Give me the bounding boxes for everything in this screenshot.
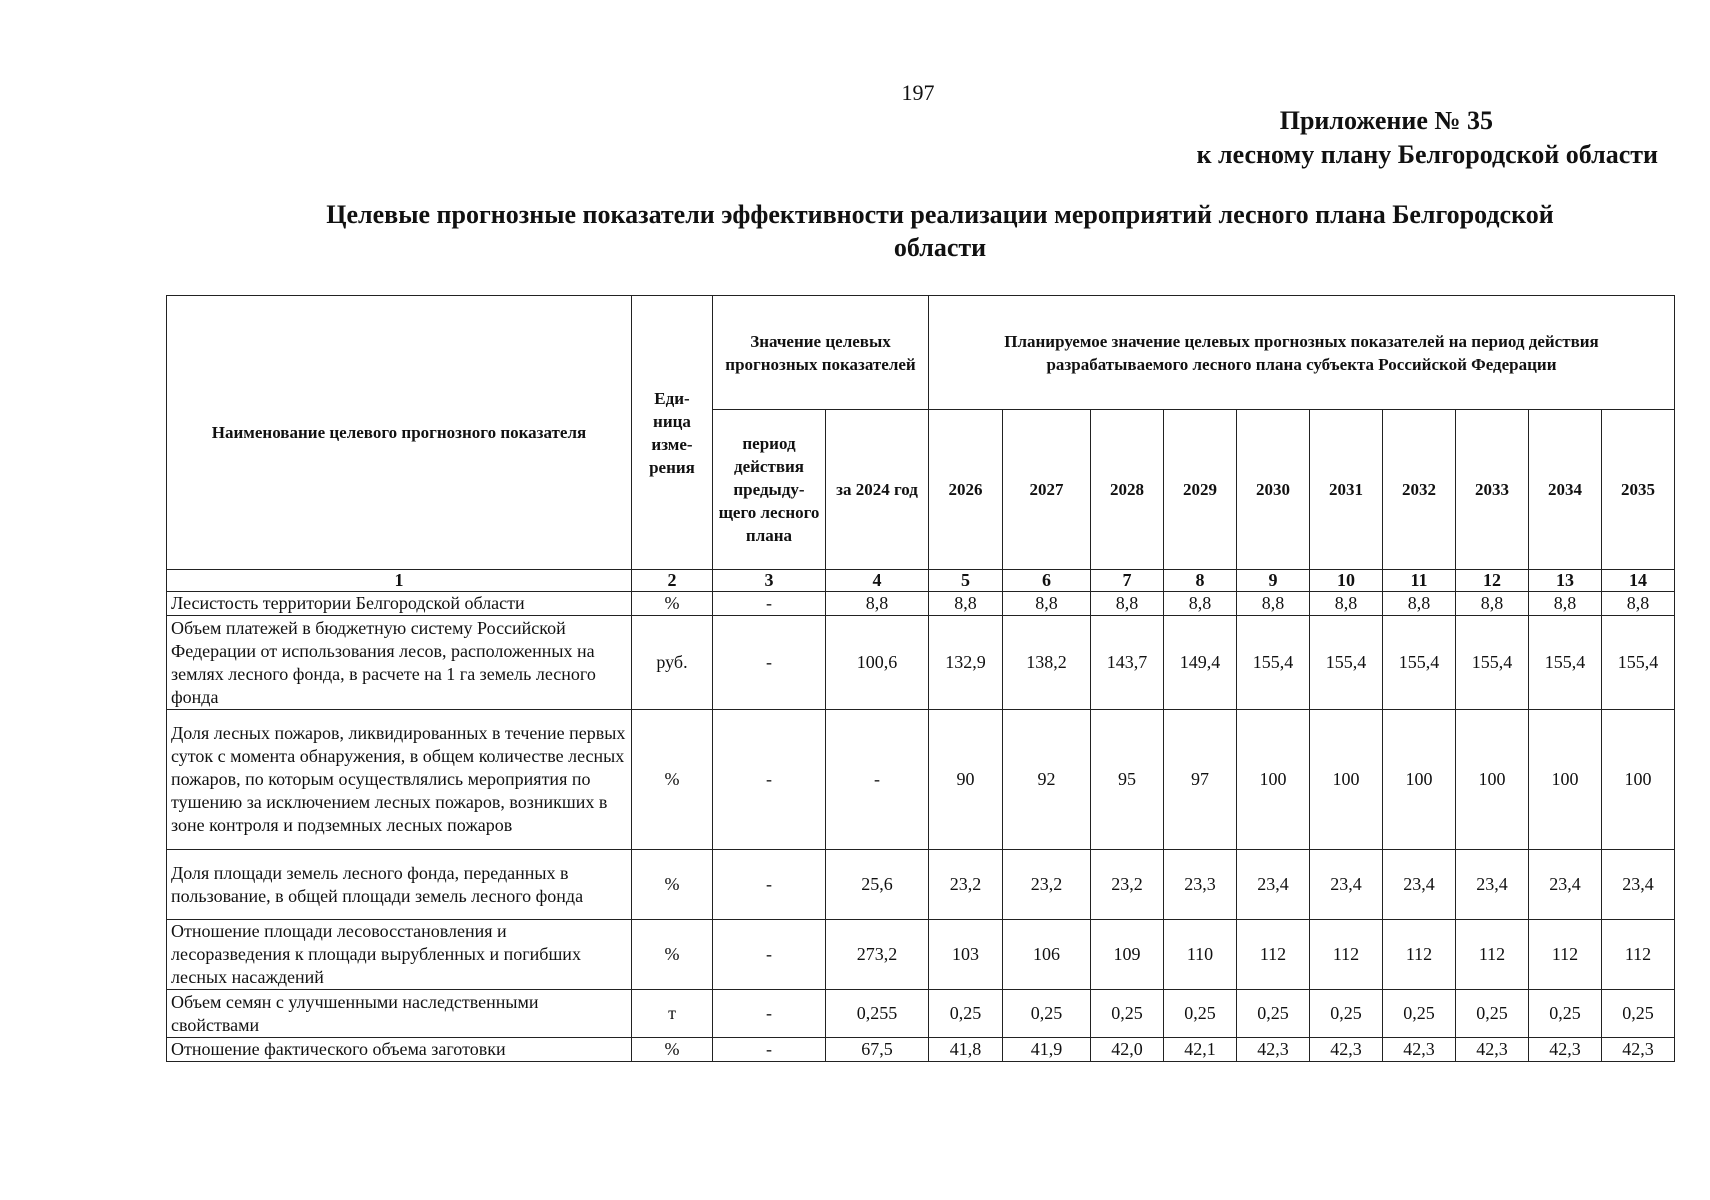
table-row <box>167 592 1675 616</box>
column-number: 8 <box>1164 570 1237 592</box>
year-value-cell: 23,4 <box>1310 850 1383 920</box>
column-number: 2 <box>632 570 713 592</box>
year-value-cell: 100 <box>1529 710 1602 850</box>
year-value-cell: 23,2 <box>929 850 1003 920</box>
previous-period-cell: - <box>713 850 826 920</box>
year-value-cell: 112 <box>1456 920 1529 990</box>
table-row <box>167 616 1675 710</box>
year-value-cell: 112 <box>1383 920 1456 990</box>
indicator-name: Доля лесных пожаров, ликвидированных в течение первых суток с момента обнаружения, в общем количестве лесных пожаров, по которым осуществлялись мероприятия по тушению за исключением лесных пожаров, возникших в зоне контроля и подземных лесных пожаров <box>167 710 632 850</box>
year-value-cell: 8,8 <box>1237 592 1310 616</box>
column-number: 14 <box>1602 570 1675 592</box>
year-value-cell: 106 <box>1003 920 1091 990</box>
table-body <box>167 570 1675 1062</box>
year-value-cell: 0,25 <box>1602 990 1675 1038</box>
unit-cell: % <box>632 710 713 850</box>
unit-cell: % <box>632 920 713 990</box>
page-number: 197 <box>901 80 935 105</box>
previous-period-cell: - <box>713 920 826 990</box>
year-2024-cell: 100,6 <box>826 616 929 710</box>
year-value-cell: 8,8 <box>1091 592 1164 616</box>
year-2024-cell: 0,255 <box>826 990 929 1038</box>
year-2024-cell: 8,8 <box>826 592 929 616</box>
year-value-cell: 42,3 <box>1237 1038 1310 1062</box>
year-value-cell: 0,25 <box>1164 990 1237 1038</box>
year-value-cell: 8,8 <box>1003 592 1091 616</box>
table-row <box>167 990 1675 1038</box>
column-number: 12 <box>1456 570 1529 592</box>
table-row <box>167 1038 1675 1062</box>
column-number: 13 <box>1529 570 1602 592</box>
header-year: 2033 <box>1456 410 1529 570</box>
year-value-cell: 23,2 <box>1091 850 1164 920</box>
header-unit: Еди-ница изме-рения <box>632 296 713 570</box>
year-value-cell: 0,25 <box>1310 990 1383 1038</box>
header-target-values: Значение целевых прогнозных показателей <box>713 296 929 410</box>
column-number: 5 <box>929 570 1003 592</box>
year-value-cell: 155,4 <box>1456 616 1529 710</box>
header-year: 2030 <box>1237 410 1310 570</box>
year-value-cell: 155,4 <box>1529 616 1602 710</box>
year-value-cell: 0,25 <box>1003 990 1091 1038</box>
table-row <box>167 920 1675 990</box>
year-value-cell: 0,25 <box>1237 990 1310 1038</box>
year-value-cell: 0,25 <box>1456 990 1529 1038</box>
document-title <box>200 198 1680 264</box>
column-number-row <box>167 570 1675 592</box>
year-value-cell: 42,1 <box>1164 1038 1237 1062</box>
year-value-cell: 92 <box>1003 710 1091 850</box>
appendix-caption <box>1197 104 1658 172</box>
header-year-2024: за 2024 год <box>826 410 929 570</box>
column-number: 3 <box>713 570 826 592</box>
year-value-cell: 100 <box>1237 710 1310 850</box>
header-year: 2032 <box>1383 410 1456 570</box>
column-number: 9 <box>1237 570 1310 592</box>
indicator-name: Лесистость территории Белгородской области <box>167 592 632 616</box>
header-year: 2028 <box>1091 410 1164 570</box>
year-value-cell: 149,4 <box>1164 616 1237 710</box>
appendix-subtitle: к лесному плану Белгородской области <box>1196 140 1658 169</box>
year-value-cell: 42,3 <box>1310 1038 1383 1062</box>
year-value-cell: 8,8 <box>1164 592 1237 616</box>
year-value-cell: 42,3 <box>1529 1038 1602 1062</box>
appendix-number: Приложение № 35 <box>1279 106 1493 135</box>
indicator-name: Отношение фактического объема заготовки <box>167 1038 632 1062</box>
year-value-cell: 112 <box>1310 920 1383 990</box>
indicator-name: Объем семян с улучшенными наследственными свойствами <box>167 990 632 1038</box>
year-value-cell: 8,8 <box>929 592 1003 616</box>
header-year: 2035 <box>1602 410 1675 570</box>
unit-cell: т <box>632 990 713 1038</box>
year-value-cell: 23,4 <box>1383 850 1456 920</box>
year-value-cell: 23,4 <box>1456 850 1529 920</box>
header-indicator-name: Наименование целевого прогнозного показателя <box>167 296 632 570</box>
header-year: 2031 <box>1310 410 1383 570</box>
header-previous-period: период действия предыду-щего лесного плана <box>713 410 826 570</box>
year-value-cell: 41,8 <box>929 1038 1003 1062</box>
previous-period-cell: - <box>713 616 826 710</box>
year-value-cell: 8,8 <box>1310 592 1383 616</box>
year-value-cell: 0,25 <box>1091 990 1164 1038</box>
document-title-line-2: области <box>893 233 987 262</box>
year-value-cell: 100 <box>1602 710 1675 850</box>
year-value-cell: 155,4 <box>1237 616 1310 710</box>
header-year: 2027 <box>1003 410 1091 570</box>
column-number: 4 <box>826 570 929 592</box>
year-2024-cell: 25,6 <box>826 850 929 920</box>
previous-period-cell: - <box>713 710 826 850</box>
year-value-cell: 95 <box>1091 710 1164 850</box>
unit-cell: руб. <box>632 616 713 710</box>
year-value-cell: 100 <box>1310 710 1383 850</box>
column-number: 7 <box>1091 570 1164 592</box>
table-row <box>167 710 1675 850</box>
year-value-cell: 8,8 <box>1383 592 1456 616</box>
previous-period-cell: - <box>713 1038 826 1062</box>
unit-cell: % <box>632 1038 713 1062</box>
year-2024-cell: 273,2 <box>826 920 929 990</box>
year-value-cell: 41,9 <box>1003 1038 1091 1062</box>
year-value-cell: 42,3 <box>1383 1038 1456 1062</box>
document-title-line-1: Целевые прогнозные показатели эффективности реализации мероприятий лесного плана Белгородской <box>326 200 1554 229</box>
year-2024-cell: 67,5 <box>826 1038 929 1062</box>
header-row-1 <box>167 296 1675 410</box>
year-value-cell: 112 <box>1602 920 1675 990</box>
year-value-cell: 8,8 <box>1602 592 1675 616</box>
column-number: 10 <box>1310 570 1383 592</box>
year-value-cell: 23,4 <box>1529 850 1602 920</box>
year-value-cell: 155,4 <box>1310 616 1383 710</box>
unit-cell: % <box>632 592 713 616</box>
header-year: 2026 <box>929 410 1003 570</box>
year-value-cell: 42,3 <box>1602 1038 1675 1062</box>
year-value-cell: 143,7 <box>1091 616 1164 710</box>
year-value-cell: 112 <box>1529 920 1602 990</box>
year-value-cell: 8,8 <box>1456 592 1529 616</box>
year-value-cell: 0,25 <box>929 990 1003 1038</box>
year-value-cell: 90 <box>929 710 1003 850</box>
indicator-name: Объем платежей в бюджетную систему Российской Федерации от использования лесов, расположенных на землях лесного фонда, в расчете на 1 га земель лесного фонда <box>167 616 632 710</box>
year-value-cell: 8,8 <box>1529 592 1602 616</box>
unit-cell: % <box>632 850 713 920</box>
header-planned-values: Планируемое значение целевых прогнозных показателей на период действия разрабатываемого лесного плана субъекта Российской Федерации <box>929 296 1675 410</box>
year-value-cell: 42,3 <box>1456 1038 1529 1062</box>
year-value-cell: 0,25 <box>1529 990 1602 1038</box>
year-value-cell: 103 <box>929 920 1003 990</box>
year-value-cell: 97 <box>1164 710 1237 850</box>
year-value-cell: 132,9 <box>929 616 1003 710</box>
indicator-name: Отношение площади лесовосстановления и лесоразведения к площади вырубленных и погибших лесных насаждений <box>167 920 632 990</box>
year-value-cell: 110 <box>1164 920 1237 990</box>
year-value-cell: 23,3 <box>1164 850 1237 920</box>
header-year: 2029 <box>1164 410 1237 570</box>
year-value-cell: 112 <box>1237 920 1310 990</box>
indicator-name: Доля площади земель лесного фонда, переданных в пользование, в общей площади земель лесного фонда <box>167 850 632 920</box>
indicators-table <box>166 295 1675 1062</box>
year-value-cell: 23,4 <box>1237 850 1310 920</box>
year-value-cell: 100 <box>1383 710 1456 850</box>
year-value-cell: 0,25 <box>1383 990 1456 1038</box>
previous-period-cell: - <box>713 592 826 616</box>
column-number: 11 <box>1383 570 1456 592</box>
column-number: 1 <box>167 570 632 592</box>
year-value-cell: 23,2 <box>1003 850 1091 920</box>
year-value-cell: 155,4 <box>1602 616 1675 710</box>
year-value-cell: 155,4 <box>1383 616 1456 710</box>
year-value-cell: 109 <box>1091 920 1164 990</box>
year-value-cell: 138,2 <box>1003 616 1091 710</box>
header-year: 2034 <box>1529 410 1602 570</box>
previous-period-cell: - <box>713 990 826 1038</box>
year-value-cell: 100 <box>1456 710 1529 850</box>
column-number: 6 <box>1003 570 1091 592</box>
table-row <box>167 850 1675 920</box>
year-value-cell: 42,0 <box>1091 1038 1164 1062</box>
year-value-cell: 23,4 <box>1602 850 1675 920</box>
year-2024-cell: - <box>826 710 929 850</box>
